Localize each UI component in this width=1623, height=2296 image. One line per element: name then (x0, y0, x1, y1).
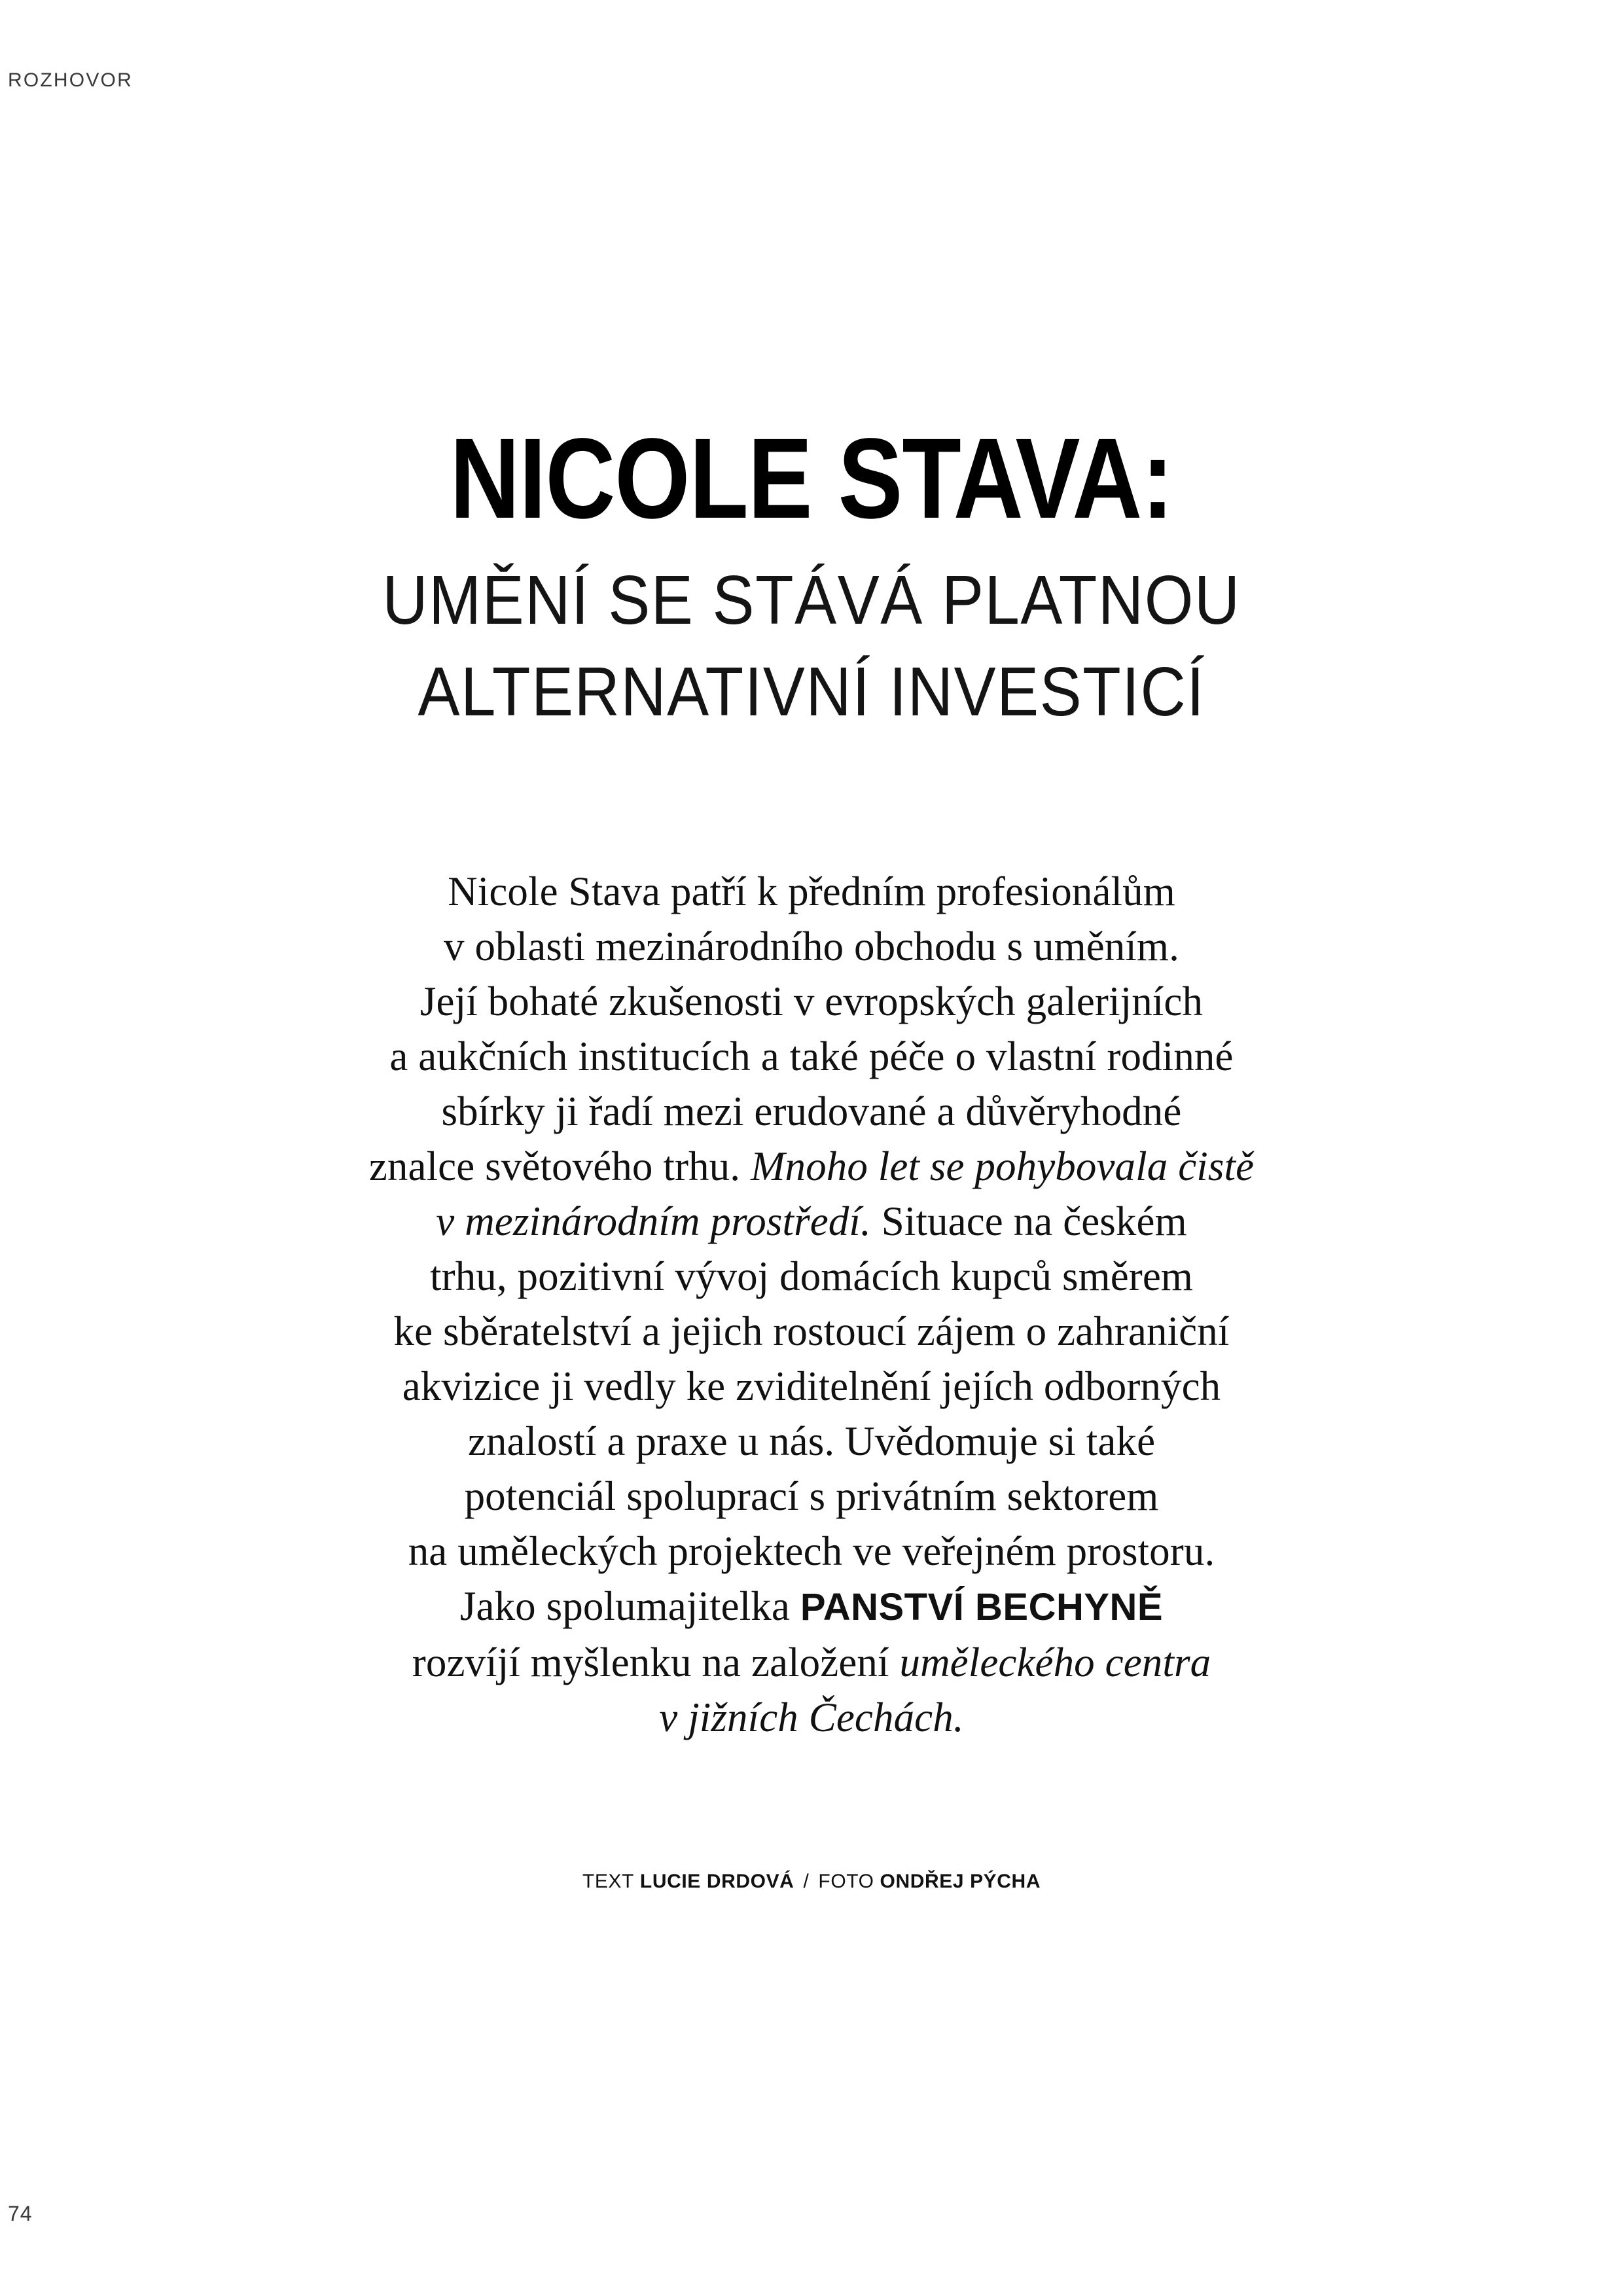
article-subtitle (0, 518, 1623, 738)
lead-text: na uměleckých projektech ve veřejném prostoru. (408, 1528, 1215, 1574)
lead-emphasis: v jižních Čechách. (659, 1695, 964, 1740)
article-lead-paragraph (236, 864, 1387, 1745)
page-number: 74 (8, 2202, 33, 2225)
lead-text: potenciál spoluprací s privátním sektorem (464, 1473, 1159, 1519)
page-title: NICOLE STAVA: (450, 415, 1173, 543)
lead-text: Jako spolumajitelka (459, 1583, 800, 1629)
credits-separator: / (803, 1871, 810, 1892)
article-title-block (0, 415, 1623, 738)
lead-estate-name: PANSTVÍ BECHYNĚ (800, 1586, 1164, 1628)
lead-text: Situace na českém (870, 1198, 1187, 1244)
credits-text-author: LUCIE DRDOVÁ (639, 1871, 794, 1892)
lead-line (236, 1139, 1387, 1194)
lead-line (236, 1579, 1387, 1635)
lead-text: ke sběratelství a jejich rostoucí zájem o zahraniční (393, 1308, 1230, 1354)
lead-text: trhu, pozitivní vývoj domácích kupců směrem (429, 1253, 1194, 1299)
lead-line (236, 1029, 1387, 1084)
lead-line (236, 1359, 1387, 1414)
lead-text: sbírky ji řadí mezi erudované a důvěryhodné (441, 1088, 1182, 1134)
lead-line (236, 1249, 1387, 1304)
lead-text: Nicole Stava patří k předním profesionálům (448, 869, 1175, 914)
lead-line (236, 1690, 1387, 1745)
lead-emphasis: Mnoho let se pohybovala čistě (750, 1143, 1255, 1189)
lead-line (236, 1194, 1387, 1249)
lead-line (236, 1524, 1387, 1579)
lead-text: znalce světového trhu. (368, 1143, 751, 1189)
lead-emphasis: uměleckého centra (899, 1640, 1211, 1685)
lead-line (236, 1469, 1387, 1524)
lead-text: znalostí a praxe u nás. Uvědomuje si také (467, 1418, 1156, 1464)
subtitle-line: ALTERNATIVNÍ INVESTICÍ (418, 653, 1205, 731)
credits-photo-author: ONDŘEJ PÝCHA (880, 1871, 1041, 1892)
subtitle-line: UMĚNÍ SE STÁVÁ PLATNOU (382, 562, 1241, 639)
lead-line (236, 919, 1387, 974)
lead-line (236, 1414, 1387, 1469)
lead-emphasis: v mezinárodním prostředí. (436, 1198, 871, 1244)
lead-text: a aukčních institucích a také péče o vlastní rodinné (389, 1033, 1234, 1079)
lead-text: v oblasti mezinárodního obchodu s uměním. (444, 924, 1179, 969)
lead-line (236, 1084, 1387, 1139)
credits-photo-label: FOTO (818, 1871, 874, 1892)
lead-line (236, 864, 1387, 919)
lead-line (236, 1304, 1387, 1359)
credits-line (236, 1871, 1387, 1893)
lead-text: akvizice ji vedly ke zviditelnění jejích odborných (402, 1363, 1221, 1409)
lead-text: Její bohaté zkušenosti v evropských galerijních (419, 978, 1204, 1024)
credits-text-label: TEXT (582, 1871, 634, 1892)
lead-text: rozvíjí myšlenku na založení (412, 1640, 900, 1685)
running-head-section-label: ROZHOVOR (8, 69, 133, 91)
lead-line (236, 974, 1387, 1029)
lead-line (236, 1635, 1387, 1690)
